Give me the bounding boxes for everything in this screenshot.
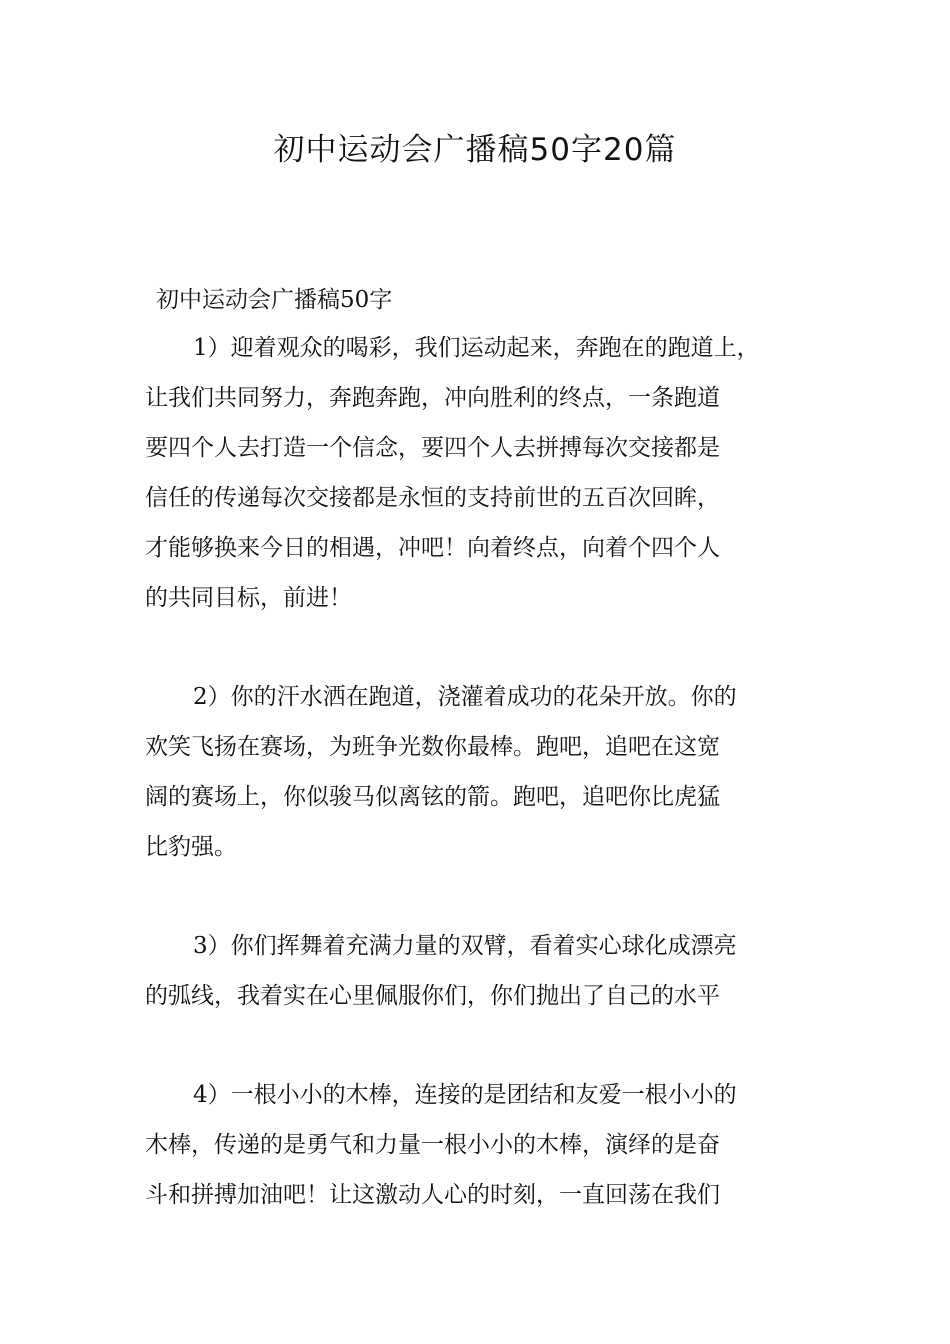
paragraph-line: 木棒，传递的是勇气和力量一根小小的木棒，演绎的是奋: [145, 1132, 720, 1158]
paragraph-line: 阔的赛场上，你似骏马似离铉的箭。跑吧，追吧你比虎猛: [145, 784, 720, 810]
paragraph-1: [145, 323, 825, 623]
document-title: 初中运动会广播稿50字20篇: [273, 132, 677, 168]
paragraph-line: 的共同目标，前进！: [145, 585, 352, 611]
paragraph-4: [145, 1070, 825, 1220]
paragraph-line: 才能够换来今日的相遇，冲吧！向着终点，向着个四个人: [145, 535, 720, 561]
paragraph-line: 欢笑飞扬在赛场，为班争光数你最棒。跑吧，追吧在这宽: [145, 734, 720, 760]
paragraph-line: 要四个人去打造一个信念，要四个人去拼搏每次交接都是: [145, 435, 720, 461]
paragraph-line: 斗和拼搏加油吧！让这激动人心的时刻，一直回荡在我们: [145, 1182, 720, 1208]
paragraph-line: 3）你们挥舞着充满力量的双臂，看着实心球化成漂亮: [193, 933, 737, 959]
paragraph-line: 1）迎着观众的喝彩，我们运动起来，奔跑在的跑道上，: [193, 335, 760, 361]
paragraph-line: 让我们共同努力，奔跑奔跑，冲向胜利的终点，一条跑道: [145, 385, 720, 411]
paragraph-line: 信任的传递每次交接都是永恒的支持前世的五百次回眸，: [145, 485, 720, 511]
paragraph-3: [145, 921, 825, 1021]
paragraph-line: 比豹强。: [145, 834, 237, 860]
document-subtitle: 初中运动会广播稿50字: [156, 287, 393, 313]
paragraph-2: [145, 672, 825, 872]
paragraph-line: 4）一根小小的木棒，连接的是团结和友爱一根小小的: [193, 1082, 737, 1108]
paragraph-line: 的弧线，我着实在心里佩服你们，你们抛出了自己的水平: [145, 983, 720, 1009]
paragraph-line: 2）你的汗水洒在跑道，浇灌着成功的花朵开放。你的: [193, 684, 737, 710]
